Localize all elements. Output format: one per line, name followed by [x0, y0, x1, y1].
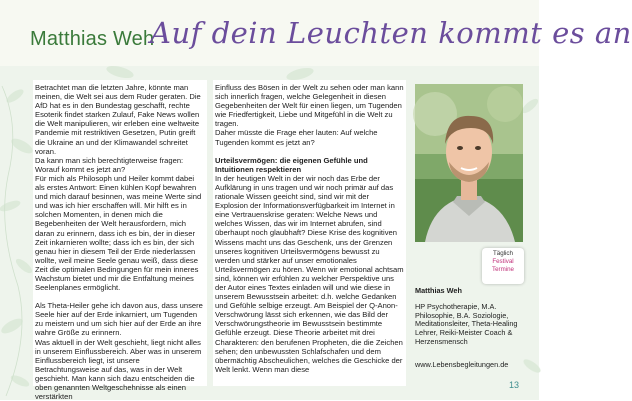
festival-badge: [482, 248, 524, 284]
paragraph: Für mich als Philosoph und Heiler kommt dabei als erstes Antwort: Einen kühlen Kopf bewahren und mich darauf besinnen, was meine Werte sind und was ich hier erschaffen will. Mir hilft es in solchen Momenten, in denen mich die Begebenheiten der Welt herausfordern, mich daran zu erinnern, dass ich es bin, der in dieser Zeit inkarnieren wollte; dass ich es bin, der sich genau hier in diesem Teil der Erde niederlassen wollte, weil meine Seele genau weiß, dass diese Zeit die optimalen Bedingungen für mein inneres Wachstum bietet und mir die Entfaltung meines Seelenplanes ermöglicht.: [35, 173, 202, 293]
text-column-left: [33, 80, 207, 401]
badge-line: Festival: [492, 258, 514, 265]
author-photo: [415, 84, 523, 242]
paragraph: In der heutigen Welt in der wir noch das Erbe der Aufklärung in uns tragen und wir noch primär auf das rationale Wissen geeicht sind, sind wir mit der Explosion der Informationsverfügbarkeit im Internet in eine Vertrauenskrise geraten: Welche News und welches Wissen, das wir im Internet abrufen, sind überhaupt noch glaubhaft? Diese Krise des kognitiven Wissens macht uns das Geschenk, uns der Grenzen unseres kognitiven Urteilsvermögens bewusst zu werden und stärker auf unser emotionales Urteilsvermögen zu hören. Wenn wir emotional achtsam sind, können wir erfühlen zu welcher Perspektive uns der Autor eines Textes einladen will und wie diese in unserem Bewusstsein arbeitet: d.h. welche Gedanken und Gefühle selbige erzeugt. Am Beispiel der Q-Anon-Verschwörung lässt sich erkennen, wie das Bild der Verschwörungstheorie im Bewusstsein bestimmte Gefühle erzeugt. Diese Theorie arbeitet mit drei Charakteren: den berufenen Propheten, die die Zeichen sehen; den unbewussten Schlafschafen und dem übermächtig Abscheulichen, welches die Geschicke der Welt lenkt. Wenn man diese: [215, 173, 404, 374]
author-name: Matthias Weh: [30, 28, 155, 50]
paragraph: Einfluss des Bösen in der Welt zu sehen oder man kann sich innerlich fragen, welche Gelegenheit in diesen Gegebenheiten der Welt für einen liegen, um Tugenden wie Friedfertigkeit, Liebe und Mitgefühl in die Welt zu tragen.: [215, 83, 404, 129]
text-column-middle: [213, 80, 406, 386]
article-title: Auf dein Leuchten kommt es an: [150, 16, 632, 50]
bio-website-link[interactable]: www.Lebensbegleitungen.de: [415, 359, 509, 369]
bio-text: HP Psychotherapie, M.A. Philosophie, B.A. Soziologie, Meditationsleiter, Theta-Healing Lehrer, Reiki-Meister Coach & Herzensmensch: [415, 301, 518, 346]
page-header: [0, 0, 632, 66]
column-left-text: [33, 80, 207, 401]
badge-line: Termine: [491, 266, 514, 273]
bio-name: Matthias Weh: [415, 286, 462, 295]
author-bio: [415, 287, 527, 370]
paragraph: Betrachtet man die letzten Jahre, könnte man meinen, die Welt sei aus dem Ruder geraten. Die AfD hat es in den Bundestag geschafft, rechte Esoterik findet starken Zulauf, Fake News wollen die Welt manipulieren, wir erleben eine weltweite Pandemie mit restriktiven Gesetzen, Putin greift die Ukraine an und der Klimawandel schreitet voran.: [35, 83, 201, 156]
paragraph: Da kann man sich berechtigterweise fragen: Worauf kommt es jetzt an?: [35, 155, 184, 174]
paragraph: Als Theta-Heiler gehe ich davon aus, dass unsere Seele hier auf der Erde inkarniert, um Tugenden zu meistern und um sich hier auf der Erde an ihre wahre Größe zu erinnern.: [35, 301, 203, 338]
paragraph: Daher müsste die Frage eher lauten: Auf welche Tugenden kommt es jetzt an?: [215, 128, 378, 147]
column-middle-text: [213, 80, 406, 374]
paragraph: Was aktuell in der Welt geschieht, liegt nicht alles in unserem Einflussbereich. Aber was in unserem Einflussbereich liegt, ist unsere Betrachtungsweise auf das, was in der Welt geschieht. Man kann sich dazu entscheiden die oben genannten Weltgeschehnisse als einen verstärkten: [35, 337, 202, 401]
page-number: 13: [509, 380, 520, 390]
badge-line: Täglich: [493, 250, 513, 257]
section-subheading: Urteilsvermögen: die eigenen Gefühle und Intuitionen respektieren: [215, 155, 368, 174]
